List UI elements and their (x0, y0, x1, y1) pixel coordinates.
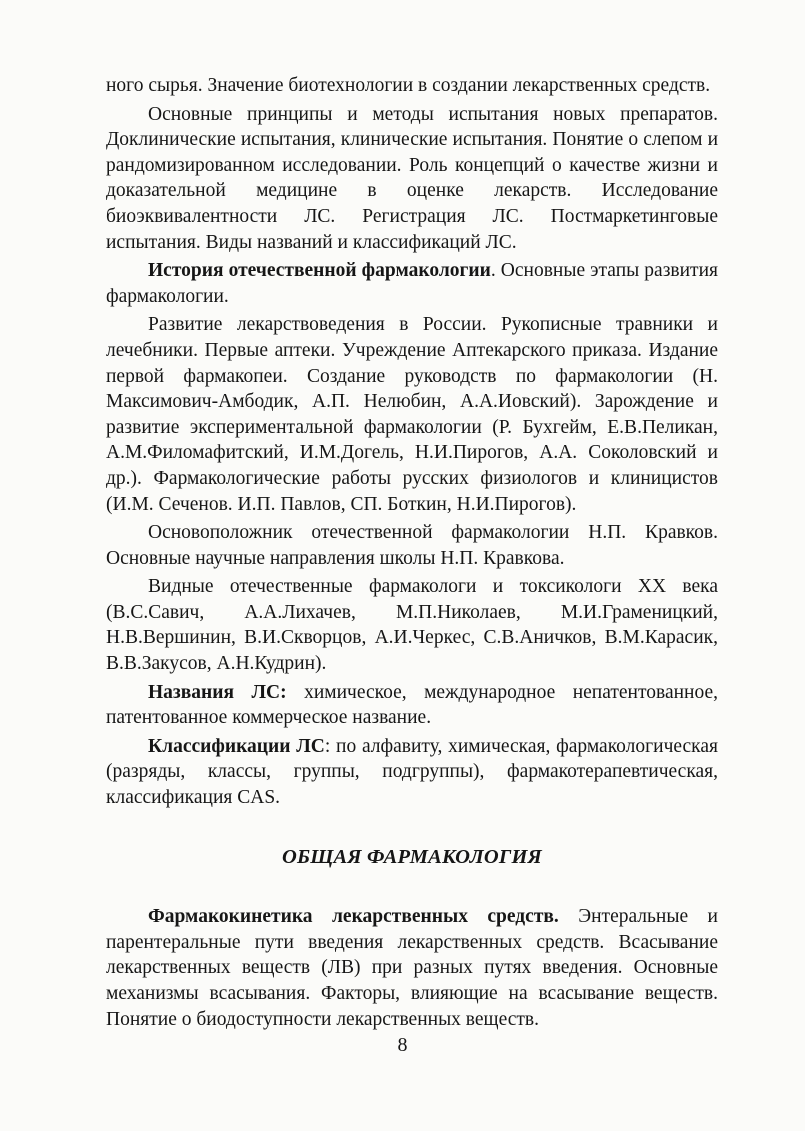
paragraph-7 (106, 680, 718, 731)
section-heading: ОБЩАЯ ФАРМАКОЛОГИЯ (282, 845, 542, 868)
paragraph-6-text: Видные отечественные фармакологи и токсикологи XX века (В.С.Савич, А.А.Лихачев, М.П.Николаев, М.И.Граменицкий, Н.В.Вершинин, В.И.Скворцов, А.И.Черкес, С.В.Аничков, В.М.Карасик, В.В.Закусов, А.Н.Кудрин). (106, 576, 718, 675)
paragraph-3-bold: История отечественной фармакологии (148, 260, 491, 282)
paragraph-4-text: Развитие лекарствоведения в России. Рукописные травники и лечебники. Первые аптеки. Учреждение Аптекарского приказа. Издание первой фармакопеи. Создание руководств по фармакологии (Н. Максимович-Амбодик, А.П. Нелюбин, А.А.Иовский). Зарождение и развитие экспериментальной фармакологии (Р. Бухгейм, Е.В.Пеликан, А.М.Филомафитский, И.М.Догель, Н.И.Пирогов, А.А. Соколовский и др.). Фармакологические работы русских физиологов и клиницистов (И.М. Сеченов. И.П. Павлов, СП. Боткин, Н.И.Пирогов). (106, 314, 718, 515)
paragraph-5-text: Основоположник отечественной фармакологии Н.П. Кравков. Основные научные направления школы Н.П. Кравкова. (106, 522, 718, 569)
closing-paragraph-text: Энтеральные и парентеральные пути введения лекарственных средств. Всасывание лекарственных веществ (ЛВ) при разных путях введения. Основные механизмы всасывания. Факторы, влияющие на всасывание веществ. Понятие о биодоступности лекарственных веществ. (106, 906, 718, 1030)
paragraph-8-bold: Классификации ЛС (148, 735, 325, 757)
paragraph-8-text: : по алфавиту, химическая, фармакологическая (разряды, классы, группы, подгруппы), фармакотерапевтическая, классификация CAS. (106, 735, 718, 809)
page-number: 8 (397, 1034, 408, 1056)
body-text (106, 73, 718, 1035)
paragraph-7-bold: Названия ЛС: (148, 681, 287, 703)
closing-paragraph (106, 904, 718, 1032)
paragraph-2 (106, 102, 718, 256)
paragraph-1 (106, 73, 718, 99)
closing-paragraph-bold: Фармакокинетика лекарственных средств. (148, 906, 559, 928)
paragraph-4 (106, 312, 718, 517)
paragraph-7-text: химическое, международное непатентованное, патентованное коммерческое название. (106, 681, 719, 729)
paragraph-3 (106, 258, 718, 309)
paragraph-3-text: . Основные этапы развития фармакологии. (106, 260, 718, 307)
paragraph-2-text: Основные принципы и методы испытания новых препаратов. Доклинические испытания, клинические испытания. Понятие о слепом и рандомизированном исследовании. Роль концепций о качестве жизни и доказательной медицине в оценке лекарств. Исследование биоэквивалентности ЛС. Регистрация ЛС. Постмаркетинговые испытания. Виды названий и классификаций ЛС. (106, 103, 718, 253)
paragraph-1-text: ного сырья. Значение биотехнологии в создании лекарственных средств. (106, 75, 711, 96)
paragraph-5 (106, 520, 718, 571)
paragraph-8 (106, 734, 718, 811)
paragraph-6 (106, 574, 718, 676)
